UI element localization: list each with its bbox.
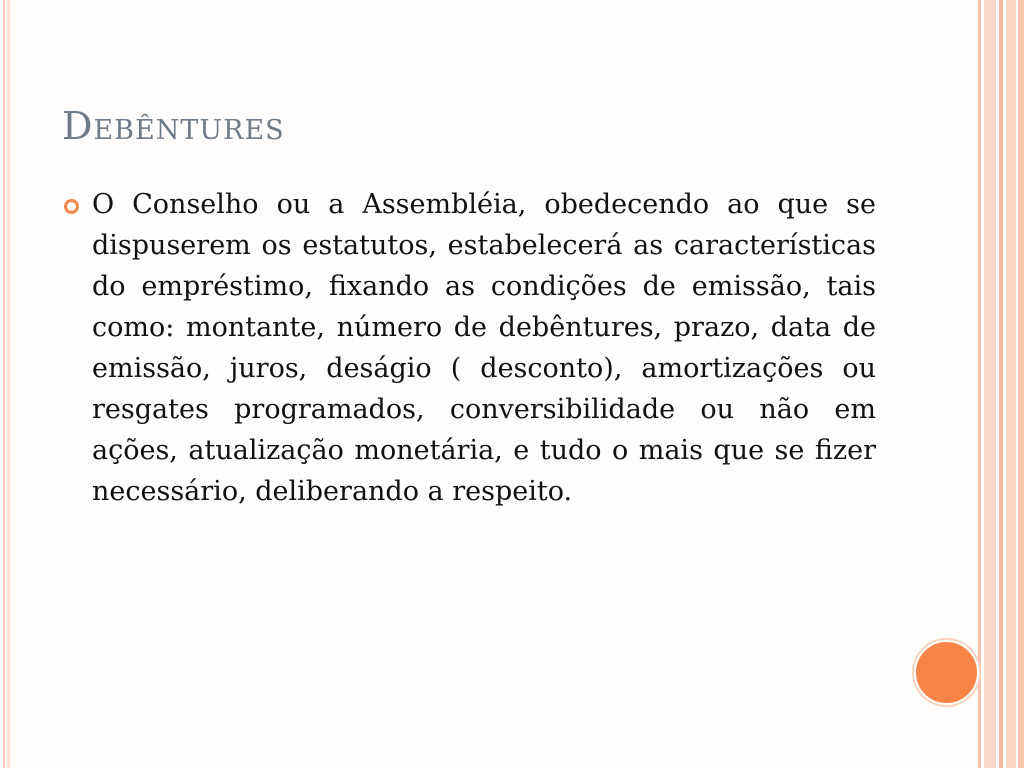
- stripe: [1006, 0, 1016, 768]
- stripe: [1018, 0, 1024, 768]
- bullet-text: O Conselho ou a Assembléia, obedecendo ao que se dispuserem os estatutos, estabelecerá as características do empréstimo, fixando as condições de emissão, tais como: montante, número de debêntures, prazo, data de emissão, juros, deságio ( desconto), amortizações ou resgates programados, conversibilidade ou não em ações, atualização monetária, e tudo o mais que se fizer necessário, deliberando a respeito.: [92, 189, 876, 507]
- slide-content: [64, 184, 876, 512]
- stripe: [984, 0, 996, 768]
- left-border-decoration: [0, 0, 10, 768]
- bullet-item: [64, 184, 876, 512]
- orange-circle-icon: [914, 640, 979, 705]
- hollow-circle-bullet-icon: [64, 199, 79, 214]
- right-stripes-decoration: [978, 0, 1024, 768]
- slide-title: Debêntures: [62, 104, 285, 148]
